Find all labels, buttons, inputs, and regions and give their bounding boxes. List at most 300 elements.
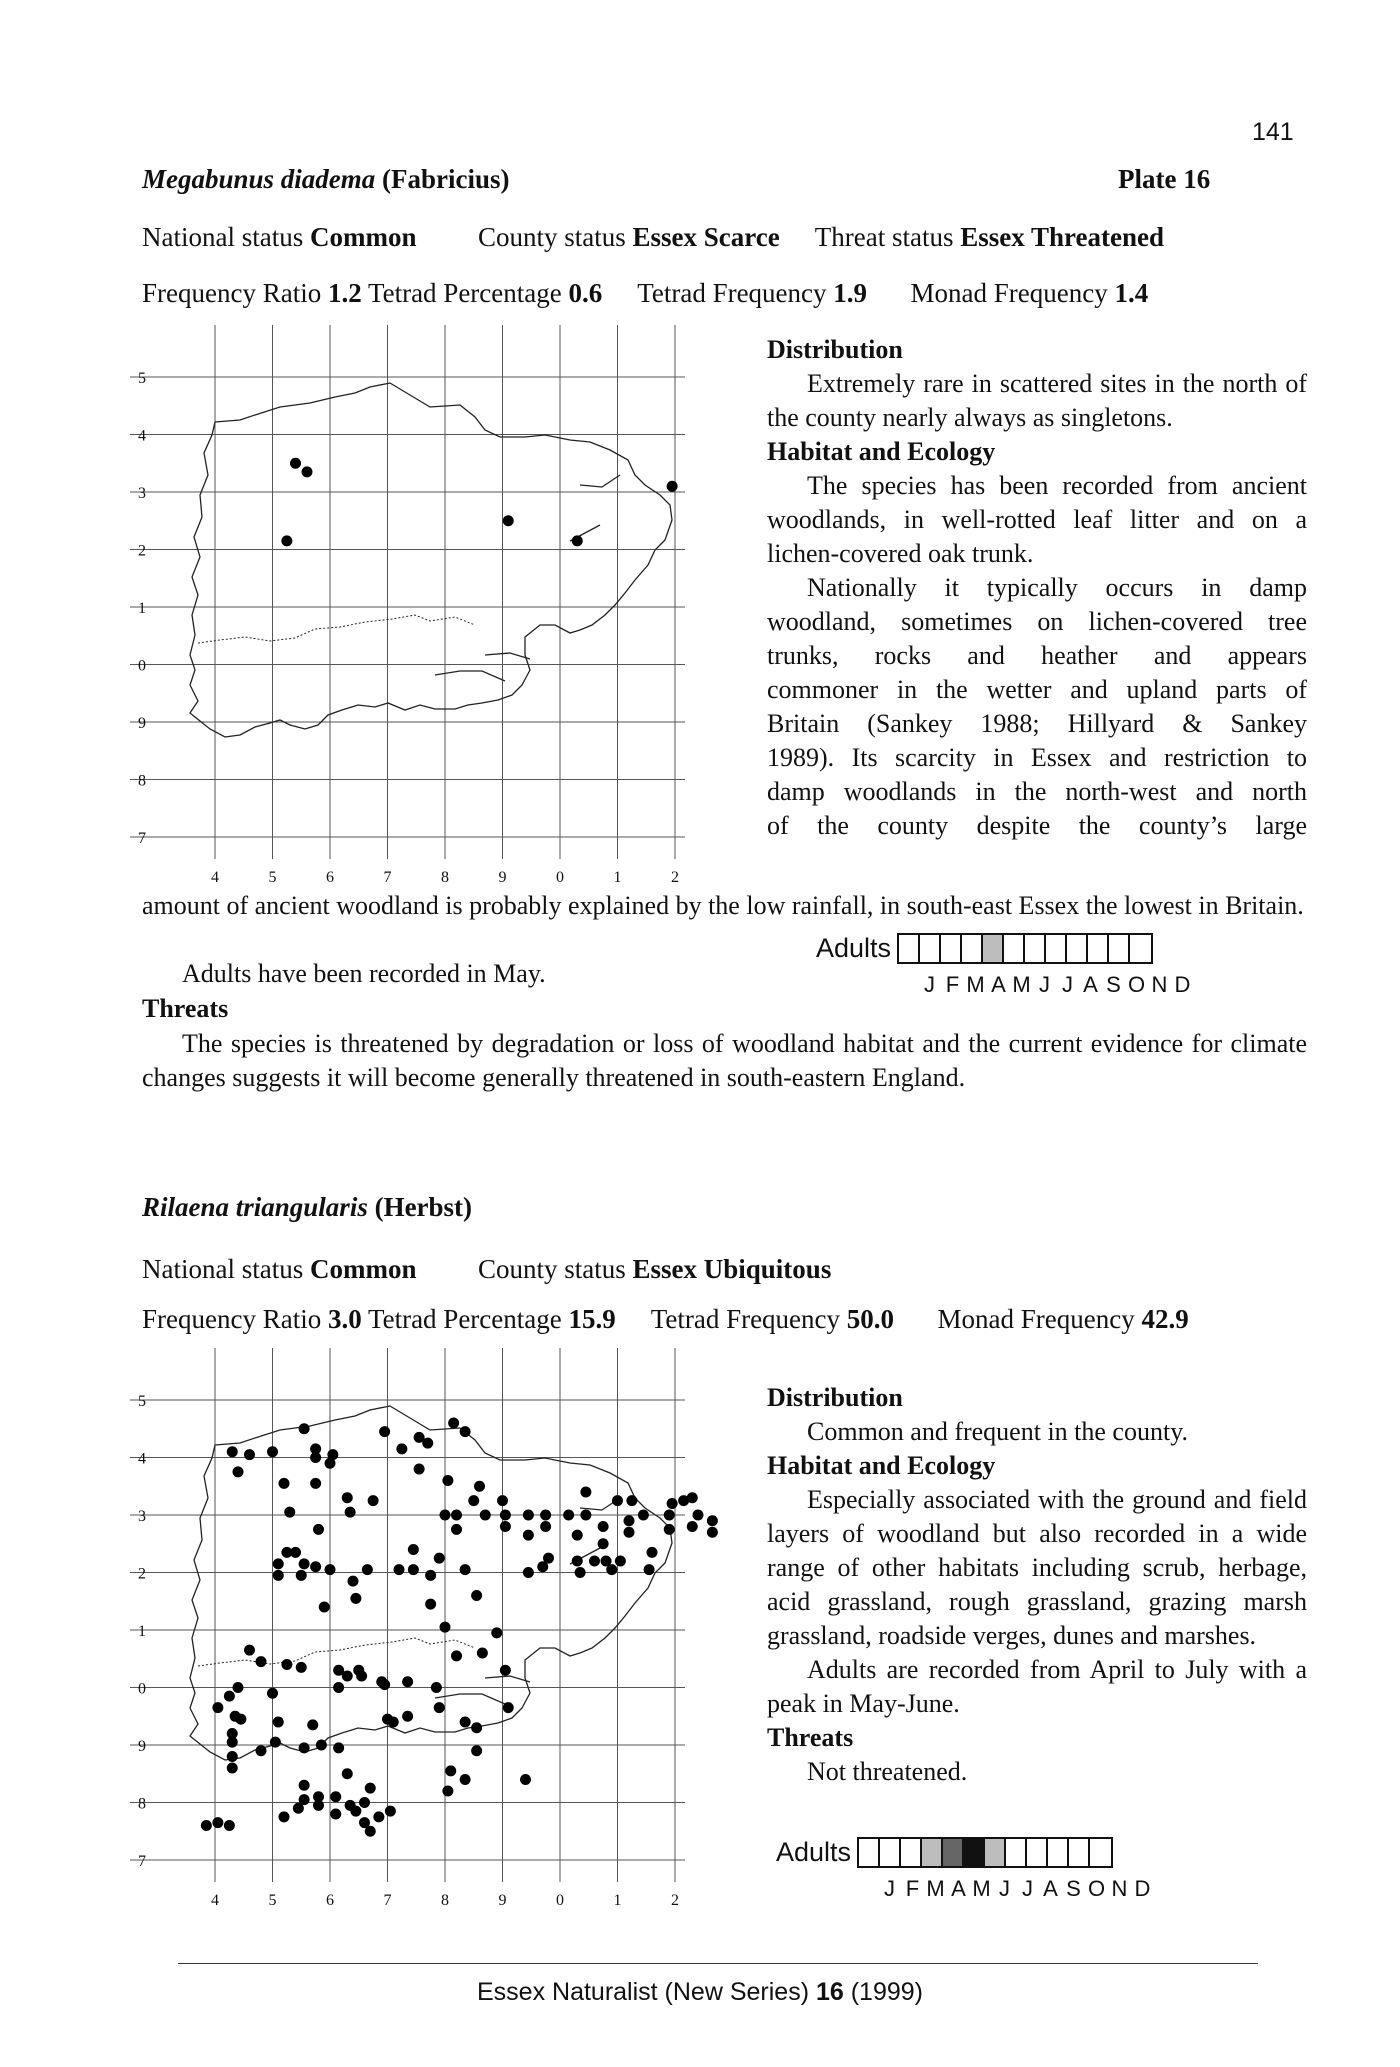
record-dot	[359, 1797, 370, 1808]
record-dot	[615, 1556, 626, 1567]
record-dot	[256, 1745, 267, 1756]
tetrad-percentage-1: Tetrad Percentage 0.6	[367, 278, 603, 308]
habitat-text-1: The species has been recorded from ancient woodlands, in well-rotted leaf litter and on a lichen-covered oak trunk.	[767, 471, 1307, 568]
map-x-label: 7	[383, 869, 392, 886]
month-label: F	[945, 972, 960, 997]
record-dot	[523, 1510, 534, 1521]
national-status-1: National status Common	[142, 222, 417, 252]
record-dot	[333, 1742, 344, 1753]
footer-volume: 16	[815, 1978, 844, 2006]
record-dot	[402, 1711, 413, 1722]
phenology-cell	[1109, 935, 1130, 962]
footer-citation	[0, 1978, 1400, 2007]
phenology-cell	[1130, 935, 1151, 962]
map-x-label: 1	[613, 869, 622, 886]
record-dot	[212, 1817, 223, 1828]
record-dot	[313, 1800, 324, 1811]
record-dot	[244, 1449, 255, 1460]
map-x-label: 8	[441, 869, 449, 886]
month-label: N	[1151, 972, 1168, 997]
record-dot	[233, 1682, 244, 1693]
record-dot	[503, 1702, 514, 1713]
map-y-label: 1	[138, 600, 146, 617]
plate-label: Plate 16	[1118, 164, 1211, 194]
species-2-right-column	[767, 1381, 1307, 1789]
record-dot	[451, 1510, 462, 1521]
map-grid	[130, 325, 685, 859]
species-title-2	[142, 1190, 472, 1224]
record-dot	[273, 1717, 284, 1728]
map-axis-labels	[138, 370, 679, 886]
record-dot	[365, 1826, 376, 1837]
record-dot	[293, 1803, 304, 1814]
map-y-label: 8	[138, 772, 146, 790]
record-dot	[460, 1717, 471, 1728]
habitat-line: trunks, rocks and heather and appears	[767, 641, 1307, 670]
month-label: S	[1066, 1876, 1081, 1901]
habitat-line: woodland, sometimes on lichen-covered tree	[767, 607, 1307, 636]
map-x-label: 8	[441, 1892, 449, 1909]
record-dot	[348, 1576, 359, 1587]
record-dot	[307, 1719, 318, 1730]
month-label: J	[999, 1876, 1010, 1901]
phenology-cell	[1027, 1839, 1048, 1866]
record-dot	[385, 1806, 396, 1817]
county-outline	[190, 1406, 672, 1760]
record-dot	[302, 466, 313, 477]
record-dot	[477, 1648, 488, 1659]
record-dot	[313, 1524, 324, 1535]
phenology-cell	[983, 935, 1004, 962]
threat-status-1: Threat status Essex Threatened	[814, 222, 1164, 252]
record-dot	[233, 1466, 244, 1477]
status-line-2	[142, 1252, 831, 1286]
record-dot	[342, 1492, 353, 1503]
record-dot	[638, 1510, 649, 1521]
record-dot	[362, 1564, 373, 1575]
county-outline	[190, 383, 672, 737]
county-status-2: County status Essex Ubiquitous	[477, 1254, 832, 1284]
record-dot	[330, 1809, 341, 1820]
record-dot	[273, 1558, 284, 1569]
habitat-line: of the county despite the county’s large	[767, 811, 1307, 840]
month-label: F	[905, 1876, 920, 1901]
record-dot	[376, 1676, 387, 1687]
record-dot	[598, 1521, 609, 1532]
record-dot	[310, 1478, 321, 1489]
record-dot	[408, 1544, 419, 1555]
map-x-label: 9	[498, 869, 507, 886]
footer-rule	[178, 1963, 1258, 1964]
record-dot	[471, 1590, 482, 1601]
record-dot	[434, 1702, 445, 1713]
map-y-label: 2	[138, 542, 146, 560]
footer-journal: Essex Naturalist (New Series)	[476, 1978, 810, 2006]
record-dot	[460, 1564, 471, 1575]
monad-frequency-1: Monad Frequency 1.4	[910, 278, 1149, 308]
phenology-cell	[1025, 935, 1046, 962]
month-label: J	[1039, 972, 1050, 997]
record-dot	[598, 1538, 609, 1549]
phenology-cell	[941, 935, 962, 962]
phenology-cell	[1090, 1839, 1111, 1866]
month-label: J	[1022, 1876, 1033, 1901]
record-dot	[310, 1561, 321, 1572]
status-line-1	[142, 220, 1292, 254]
record-dot	[442, 1475, 453, 1486]
record-dot	[460, 1426, 471, 1437]
record-dot	[434, 1553, 445, 1564]
distribution-map-2	[130, 1348, 750, 1923]
phenology-cells	[857, 1837, 1113, 1868]
phenology-cell	[859, 1839, 880, 1866]
map-x-label: 4	[211, 1892, 219, 1909]
record-dot	[414, 1464, 425, 1475]
record-dot	[356, 1671, 367, 1682]
month-label: M	[1012, 972, 1031, 997]
phenology-cell	[901, 1839, 922, 1866]
threats-heading-2: Threats	[767, 1723, 854, 1752]
record-dot	[460, 1774, 471, 1785]
record-dot	[425, 1570, 436, 1581]
record-dot	[491, 1627, 502, 1638]
map-y-label: 9	[138, 1738, 146, 1755]
record-dot	[440, 1622, 451, 1633]
distribution-text-1: Extremely rare in scattered sites in the north of the county nearly always as singletons.	[767, 369, 1307, 432]
tetrad-frequency-2: Tetrad Frequency 50.0	[650, 1304, 895, 1334]
phenology-cells	[897, 933, 1153, 964]
record-dot	[284, 1507, 295, 1518]
species-name-1: Megabunus diadema	[142, 164, 376, 194]
distribution-text-2: Common and frequent in the county.	[807, 1417, 1189, 1446]
phenology-cell	[943, 1839, 964, 1866]
record-dot	[224, 1691, 235, 1702]
record-dot	[572, 1530, 583, 1541]
record-dot	[500, 1521, 511, 1532]
record-dot	[325, 1564, 336, 1575]
record-dot	[572, 535, 583, 546]
map-dots	[281, 458, 677, 547]
record-dot	[471, 1745, 482, 1756]
record-dot	[296, 1662, 307, 1673]
map-x-label: 0	[556, 869, 564, 886]
record-dot	[330, 1791, 341, 1802]
record-dot	[350, 1593, 361, 1604]
habitat-text-2a: Especially associated with the ground and field layers of woodland but also recorded in a wide range of other habitats including scrub, herbage, acid grassland, rough grassland, grazing marsh grassland, roadside verges, dunes and marshes.	[767, 1485, 1307, 1650]
record-dot	[440, 1510, 451, 1521]
record-dot	[422, 1438, 433, 1449]
record-dot	[540, 1521, 551, 1532]
species-name-2: Rilaena triangularis	[142, 1192, 368, 1222]
phenology-cell	[1006, 1839, 1027, 1866]
record-dot	[425, 1599, 436, 1610]
month-label: A	[1083, 972, 1098, 997]
record-dot	[575, 1567, 586, 1578]
record-dot	[299, 1742, 310, 1753]
month-label: D	[1174, 972, 1191, 997]
record-dot	[468, 1495, 479, 1506]
map-y-label: 7	[138, 1853, 146, 1870]
footer-year: (1999)	[850, 1978, 923, 2006]
county-status-1: County status Essex Scarce	[477, 222, 780, 252]
record-dot	[664, 1524, 675, 1535]
map-x-label: 0	[556, 1892, 564, 1909]
record-dot	[520, 1774, 531, 1785]
record-dot	[431, 1682, 442, 1693]
record-dot	[379, 1426, 390, 1437]
record-dot	[373, 1811, 384, 1822]
monad-frequency-2: Monad Frequency 42.9	[937, 1304, 1189, 1334]
record-dot	[451, 1524, 462, 1535]
record-dot	[279, 1811, 290, 1822]
phenology-chart-2	[776, 1837, 1154, 1902]
map-x-label: 6	[326, 1892, 334, 1909]
phenology-label: Adults	[816, 933, 892, 963]
phenology-cell	[962, 935, 983, 962]
record-dot	[503, 515, 514, 526]
threats-text-2: Not threatened.	[807, 1757, 968, 1786]
map-axis-labels	[138, 1393, 679, 1909]
record-dot	[350, 1806, 361, 1817]
record-dot	[227, 1763, 238, 1774]
month-label: J	[884, 1876, 895, 1901]
phenology-months	[878, 1876, 1154, 1902]
record-dot	[624, 1527, 635, 1538]
species-title-1	[142, 162, 510, 196]
record-dot	[310, 1452, 321, 1463]
tetrad-percentage-2: Tetrad Percentage 15.9	[367, 1304, 616, 1334]
phenology-label: Adults	[776, 1837, 852, 1867]
record-dot	[270, 1737, 281, 1748]
record-dot	[290, 1547, 301, 1558]
distribution-heading-2: Distribution	[767, 1383, 903, 1412]
phenology-cell	[964, 1839, 985, 1866]
record-dot	[442, 1786, 453, 1797]
record-dot	[572, 1556, 583, 1567]
map-y-label: 0	[138, 1680, 146, 1698]
map-y-label: 0	[138, 657, 146, 675]
tetrad-frequency-1: Tetrad Frequency 1.9	[637, 278, 868, 308]
month-label: O	[1127, 972, 1146, 997]
map-x-label: 4	[211, 869, 219, 886]
record-dot	[333, 1682, 344, 1693]
month-label: O	[1087, 1876, 1106, 1901]
freq-line-2	[142, 1302, 1189, 1336]
month-label: M	[926, 1876, 945, 1901]
map-y-label: 8	[138, 1795, 146, 1813]
map-y-label: 9	[138, 715, 146, 732]
record-dot	[580, 1510, 591, 1521]
record-dot	[448, 1418, 459, 1429]
record-dot	[451, 1650, 462, 1661]
record-dot	[408, 1564, 419, 1575]
habitat-text-continued-1: amount of ancient woodland is probably explained by the low rainfall, in south-east Essex the lowest in Britain.	[142, 891, 1304, 920]
phenology-cell	[899, 935, 920, 962]
record-dot	[687, 1521, 698, 1532]
map-y-label: 1	[138, 1623, 146, 1640]
record-dot	[589, 1556, 600, 1567]
month-label: M	[966, 972, 985, 997]
habitat-text-2b: Adults are recorded from April to July with a peak in May-June.	[767, 1655, 1307, 1718]
month-label: S	[1106, 972, 1121, 997]
record-dot	[345, 1507, 356, 1518]
threats-text-1: The species is threatened by degradation or loss of woodland habitat and the current evidence for climate changes suggests it will become generally threatened in south-eastern England.	[142, 1029, 1307, 1092]
record-dot	[624, 1515, 635, 1526]
frequency-ratio-1: Frequency Ratio 1.2	[142, 278, 362, 308]
record-dot	[667, 481, 678, 492]
record-dot	[333, 1665, 344, 1676]
month-label: D	[1134, 1876, 1151, 1901]
month-label: A	[991, 972, 1006, 997]
species-1-right-column	[767, 333, 1307, 843]
distribution-map-1	[130, 325, 750, 900]
map-x-label: 2	[671, 869, 679, 886]
map-x-label: 1	[613, 1892, 622, 1909]
record-dot	[523, 1567, 534, 1578]
record-dot	[537, 1561, 548, 1572]
map-y-label: 4	[138, 427, 146, 445]
record-dot	[201, 1820, 212, 1831]
map-y-label: 7	[138, 830, 146, 847]
map-y-label: 5	[138, 370, 146, 387]
record-dot	[693, 1510, 704, 1521]
record-dot	[644, 1564, 655, 1575]
map-y-label: 4	[138, 1450, 146, 1468]
record-dot	[563, 1510, 574, 1521]
record-dot	[230, 1711, 241, 1722]
map-y-label: 3	[138, 485, 146, 502]
record-dot	[267, 1446, 278, 1457]
record-dot	[580, 1487, 591, 1498]
record-dot	[396, 1443, 407, 1454]
record-dot	[227, 1737, 238, 1748]
phenology-cell	[1046, 935, 1067, 962]
record-dot	[319, 1602, 330, 1613]
phenology-cell	[1048, 1839, 1069, 1866]
record-dot	[342, 1768, 353, 1779]
habitat-line: 1989). Its scarcity in Essex and restriction to	[767, 743, 1307, 772]
record-dot	[227, 1751, 238, 1762]
record-dot	[279, 1478, 290, 1489]
record-dot	[471, 1722, 482, 1733]
habitat-heading-2: Habitat and Ecology	[767, 1451, 996, 1480]
phenology-chart-1	[816, 933, 1194, 998]
record-dot	[402, 1676, 413, 1687]
month-label: A	[951, 1876, 966, 1901]
record-dot	[290, 458, 301, 469]
species-author-1: (Fabricius)	[382, 164, 510, 194]
record-dot	[281, 1659, 292, 1670]
frequency-ratio-2: Frequency Ratio 3.0	[142, 1304, 362, 1334]
record-dot	[664, 1510, 675, 1521]
map-dots	[201, 1418, 718, 1837]
record-dot	[256, 1656, 267, 1667]
record-dot	[212, 1702, 223, 1713]
habitat-line: Nationally it typically occurs in damp	[807, 573, 1307, 602]
record-dot	[707, 1515, 718, 1526]
phenology-cell	[920, 935, 941, 962]
record-dot	[540, 1510, 551, 1521]
map-x-label: 5	[268, 869, 277, 886]
record-dot	[500, 1665, 511, 1676]
record-dot	[365, 1783, 376, 1794]
threats-heading-1: Threats	[142, 994, 229, 1023]
habitat-line: Britain (Sankey 1988; Hillyard & Sankey	[767, 709, 1307, 738]
record-dot	[707, 1527, 718, 1538]
record-dot	[267, 1688, 278, 1699]
record-dot	[296, 1570, 307, 1581]
record-dot	[497, 1495, 508, 1506]
month-label: N	[1111, 1876, 1128, 1901]
phenology-cell	[1088, 935, 1109, 962]
phenology-cell	[1069, 1839, 1090, 1866]
month-label: A	[1043, 1876, 1058, 1901]
record-dot	[667, 1498, 678, 1509]
phenology-cell	[985, 1839, 1006, 1866]
record-dot	[299, 1423, 310, 1434]
habitat-line: commoner in the wetter and upland parts of	[767, 675, 1307, 704]
record-dot	[368, 1495, 379, 1506]
national-status-2: National status Common	[142, 1254, 417, 1284]
record-dot	[316, 1740, 327, 1751]
record-dot	[612, 1495, 623, 1506]
record-dot	[299, 1558, 310, 1569]
map-grid	[130, 1348, 685, 1882]
page-number: 141	[1252, 118, 1294, 146]
record-dot	[388, 1717, 399, 1728]
distribution-heading-1: Distribution	[767, 335, 903, 364]
phenology-cell	[880, 1839, 901, 1866]
phenology-cell	[1067, 935, 1088, 962]
phenology-cell	[922, 1839, 943, 1866]
record-dot	[687, 1492, 698, 1503]
habitat-heading-1: Habitat and Ecology	[767, 437, 996, 466]
adults-text-1: Adults have been recorded in May.	[182, 959, 546, 988]
record-dot	[227, 1446, 238, 1457]
record-dot	[244, 1645, 255, 1656]
map-y-label: 3	[138, 1508, 146, 1525]
record-dot	[647, 1547, 658, 1558]
record-dot	[480, 1510, 491, 1521]
record-dot	[606, 1564, 617, 1575]
record-dot	[474, 1481, 485, 1492]
month-label: J	[924, 972, 935, 997]
species-author-2: (Herbst)	[374, 1192, 473, 1222]
habitat-line: damp woodlands in the north-west and north	[767, 777, 1307, 806]
freq-line-1	[142, 276, 1148, 310]
map-y-label: 2	[138, 1565, 146, 1583]
phenology-months	[918, 972, 1194, 998]
record-dot	[445, 1765, 456, 1776]
record-dot	[394, 1564, 405, 1575]
habitat-text-2-lines	[767, 571, 1307, 843]
month-label: J	[1062, 972, 1073, 997]
record-dot	[224, 1820, 235, 1831]
phenology-cell	[1004, 935, 1025, 962]
map-x-label: 5	[268, 1892, 277, 1909]
map-x-label: 2	[671, 1892, 679, 1909]
map-x-label: 6	[326, 869, 334, 886]
record-dot	[273, 1570, 284, 1581]
month-label: M	[972, 1876, 991, 1901]
map-x-label: 7	[383, 1892, 392, 1909]
map-y-label: 5	[138, 1393, 146, 1410]
record-dot	[281, 535, 292, 546]
record-dot	[299, 1780, 310, 1791]
record-dot	[626, 1495, 637, 1506]
record-dot	[500, 1510, 511, 1521]
record-dot	[327, 1449, 338, 1460]
